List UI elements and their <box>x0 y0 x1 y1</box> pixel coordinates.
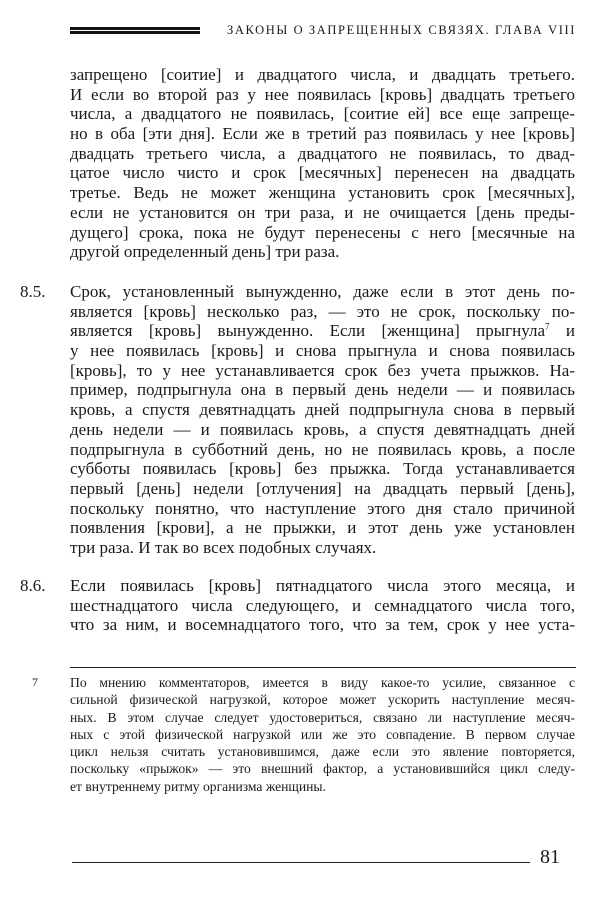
text-line: три раза. И так во всех подобных случаях. <box>70 537 377 557</box>
header-rule <box>70 27 200 34</box>
text-line: шестнадцатого числа следующего, и семнадцатого числа того, <box>70 595 575 615</box>
text-line: но в оба [эти дня]. Если же в третий раз появилась у нее [кровь] <box>70 124 575 144</box>
text-span: является [кровь] вынужденно. Если [женщина] прыгнула <box>70 321 546 341</box>
text-line: И если во второй раз у нее появилась [кровь] двадцать третьего <box>70 84 575 104</box>
running-header <box>70 22 576 38</box>
footnote-line: ных с этой физической нагрузкой или же это совпадение. В первом случае <box>70 726 575 742</box>
running-title: ЗАКОНЫ О ЗАПРЕЩЕННЫХ СВЯЗЯХ. ГЛАВА VIII <box>226 22 576 37</box>
text-line <box>70 321 575 341</box>
text-line: Срок, установленный вынужденно, даже если в этот день по- <box>70 282 575 301</box>
paragraph-8-5 <box>20 282 575 558</box>
footer-rule <box>72 862 530 863</box>
footnote-line: ных. В этом случае следует удостовериться, связано ли наступление месяч- <box>70 709 575 725</box>
footnote-line: По мнению комментаторов, имеется в виду какое-то усилие, связанное с <box>70 675 575 690</box>
text-line: Если появилась [кровь] пятнадцатого числа этого месяца, и <box>70 576 575 595</box>
text-line: у нее появилась [кровь] и снова прыгнула и снова появилась <box>70 341 575 361</box>
text-line: числа, а двадцатого не появилась, [соитие ей] все еще запреще- <box>70 104 575 124</box>
text-line: если не установится он три раза, и не очищается [день преды- <box>70 202 575 222</box>
paragraph-number: 8.6. <box>20 576 46 595</box>
text-line: другой определенный день] три раза. <box>70 242 340 262</box>
text-line: день недели — и появилась кровь, а спустя девятнадцать дней <box>70 419 575 439</box>
text-line: двадцать третьего числа, а двадцатого не появилась, то двад- <box>70 143 575 163</box>
text-line: первый [день] недели [отлучения] на двадцать первый [день], <box>70 478 575 498</box>
footnote-number: 7 <box>32 675 38 689</box>
text-line: запрещено [соитие] и двадцатого числа, и двадцать третьего. <box>70 65 575 84</box>
footnote-line: поскольку «прыжок» — это внешний фактор, а установившийся цикл следу- <box>70 761 575 777</box>
footnote-line: ет внутреннему ритму организма женщины. <box>70 778 326 794</box>
text-line: подпрыгнула в субботний день, но не появилась кровь, а после <box>70 439 575 459</box>
footnote-line: цикл нельзя считать установившимся, даже если это явление повторяется, <box>70 744 575 760</box>
text-line: что за ним, и восемнадцатого того, что за тем, срок у нее уста- <box>70 615 575 635</box>
text-line: субботы появилась [кровь] без прыжка. Тогда устанавливается <box>70 459 575 479</box>
text-line: кровь, а спустя девятнадцать дней подпрыгнула снова в первый <box>70 400 575 420</box>
footnote-rule <box>70 667 576 668</box>
text-line: пример, подпрыгнула она в первый день недели — и появилась <box>70 380 575 400</box>
footnote-line: сильной физической нагрузкой, которое может ускорить наступление месяч- <box>70 692 575 708</box>
footnote-reference[interactable]: 7 <box>545 321 550 332</box>
paragraph-8-6 <box>20 576 575 635</box>
text-line: цатое число чисто и срок [месячных] перенесен на двадцать <box>70 163 575 183</box>
text-line: появления [крови], а не прыжки, и этот день уже установлен <box>70 518 575 538</box>
text-line: третье. Ведь не может женщина установить срок [месячных], <box>70 183 575 203</box>
text-line: является [кровь] несколько раз, — это не срок, поскольку по- <box>70 301 575 321</box>
text-span: и <box>549 321 575 341</box>
text-line: дущего] срока, пока не будут перенесены с него [месячные на <box>70 222 575 242</box>
footnote <box>32 674 575 795</box>
text-line: поскольку понятно, что наступление этого дня стало причиной <box>70 498 575 518</box>
paragraph-number: 8.5. <box>20 282 46 301</box>
paragraph-continuation <box>70 65 575 262</box>
text-line: [кровь], то у нее устанавливается срок без учета прыжков. На- <box>70 360 575 380</box>
page-number: 81 <box>540 846 560 868</box>
